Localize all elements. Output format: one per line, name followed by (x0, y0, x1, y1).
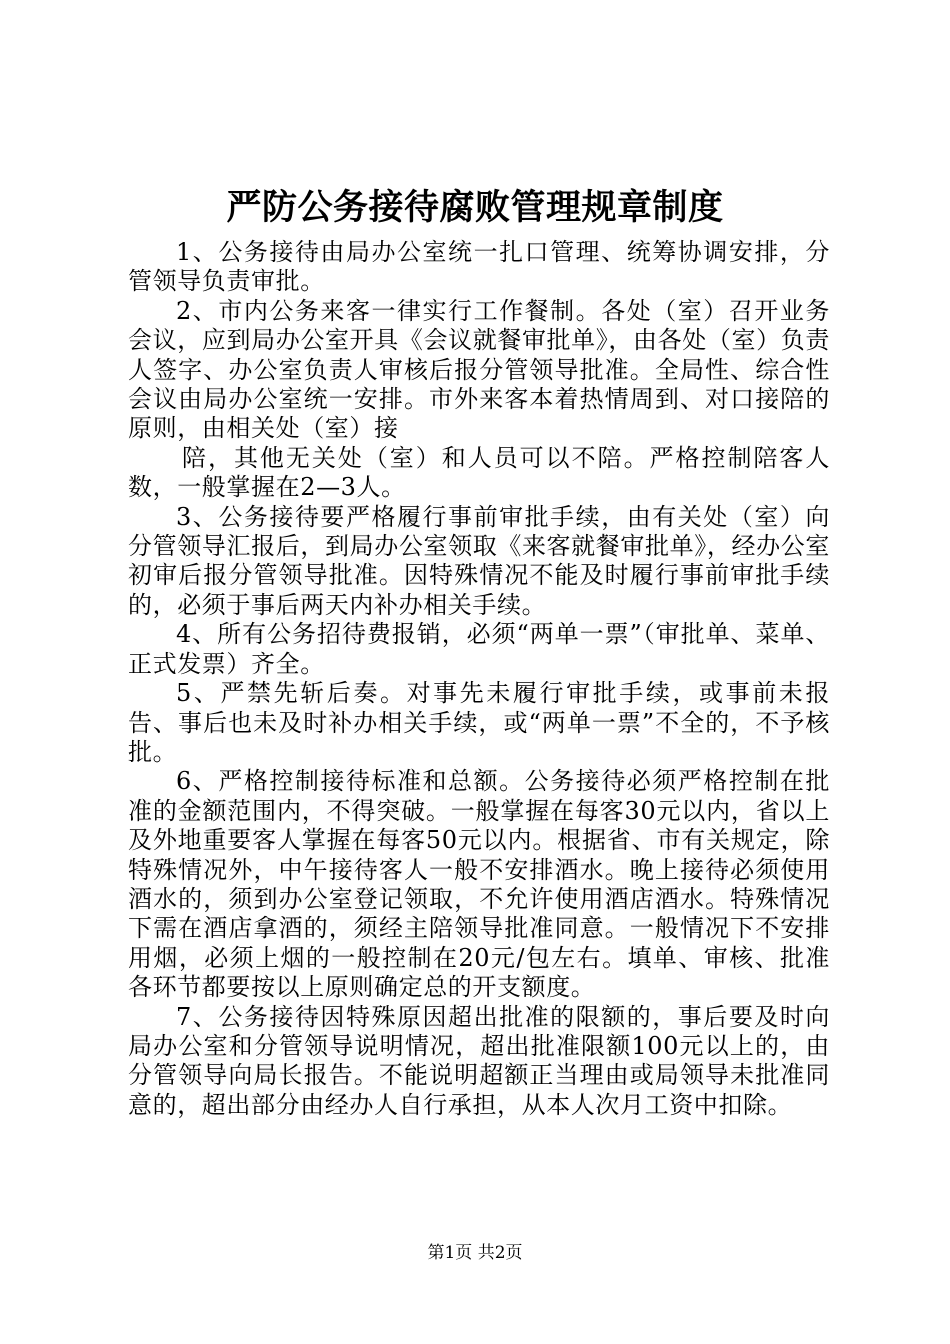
paragraph-1: 1、公务接待由局办公室统一扎口管理、统筹协调安排，分管领导负责审批。 (128, 238, 830, 296)
paragraph-5: 5、严禁先斩后奏。对事先未履行审批手续，或事前未报告、事后也未及时补办相关手续，或“两单一票”不全的，不予核批。 (128, 679, 830, 766)
paragraph-4: 4、所有公务招待费报销，必须“两单一票”（审批单、菜单、正式发票）齐全。 (128, 620, 830, 678)
document-body (128, 238, 830, 1120)
paragraph-3: 3、公务接待要严格履行事前审批手续，由有关处（室）向分管领导汇报后，到局办公室领取《来客就餐审批单》，经办公室初审后报分管领导批准。因特殊情况不能及时履行事前审批手续的，必须于事后两天内补办相关手续。 (128, 502, 830, 619)
paragraph-6: 6、严格控制接待标准和总额。公务接待必须严格控制在批准的金额范围内，不得突破。一般掌握在每客30元以内，省以上及外地重要客人掌握在每客50元以内。根据省、市有关规定，除特殊情况外，中午接待客人一般不安排酒水。晚上接待必须使用酒水的，须到办公室登记领取，不允许使用酒店酒水。特殊情况下需在酒店拿酒的，须经主陪领导批准同意。一般情况下不安排用烟，必须上烟的一般控制在20元/包左右。填单、审核、批准各环节都要按以上原则确定总的开支额度。 (128, 767, 830, 1002)
paragraph-7: 7、公务接待因特殊原因超出批准的限额的，事后要及时向局办公室和分管领导说明情况，超出批准限额100元以上的，由分管领导向局长报告。不能说明超额正当理由或局领导未批准同意的，超出部分由经办人自行承担，从本人次月工资中扣除。 (128, 1002, 830, 1119)
document-title: 严防公务接待腐败管理规章制度 (226, 187, 724, 228)
page-number-footer: 第1页 共2页 (427, 1243, 523, 1263)
paragraph-2: 2、市内公务来客一律实行工作餐制。各处（室）召开业务会议，应到局办公室开具《会议就餐审批单》，由各处（室）负责人签字、办公室负责人审核后报分管领导批准。全局性、综合性会议由局办公室统一安排。市外来客本着热情周到、对口接陪的原则，由相关处（室）接 (128, 296, 830, 443)
paragraph-2-continued: 陪，其他无关处（室）和人员可以不陪。严格控制陪客人数，一般掌握在2—3人。 (128, 443, 830, 502)
